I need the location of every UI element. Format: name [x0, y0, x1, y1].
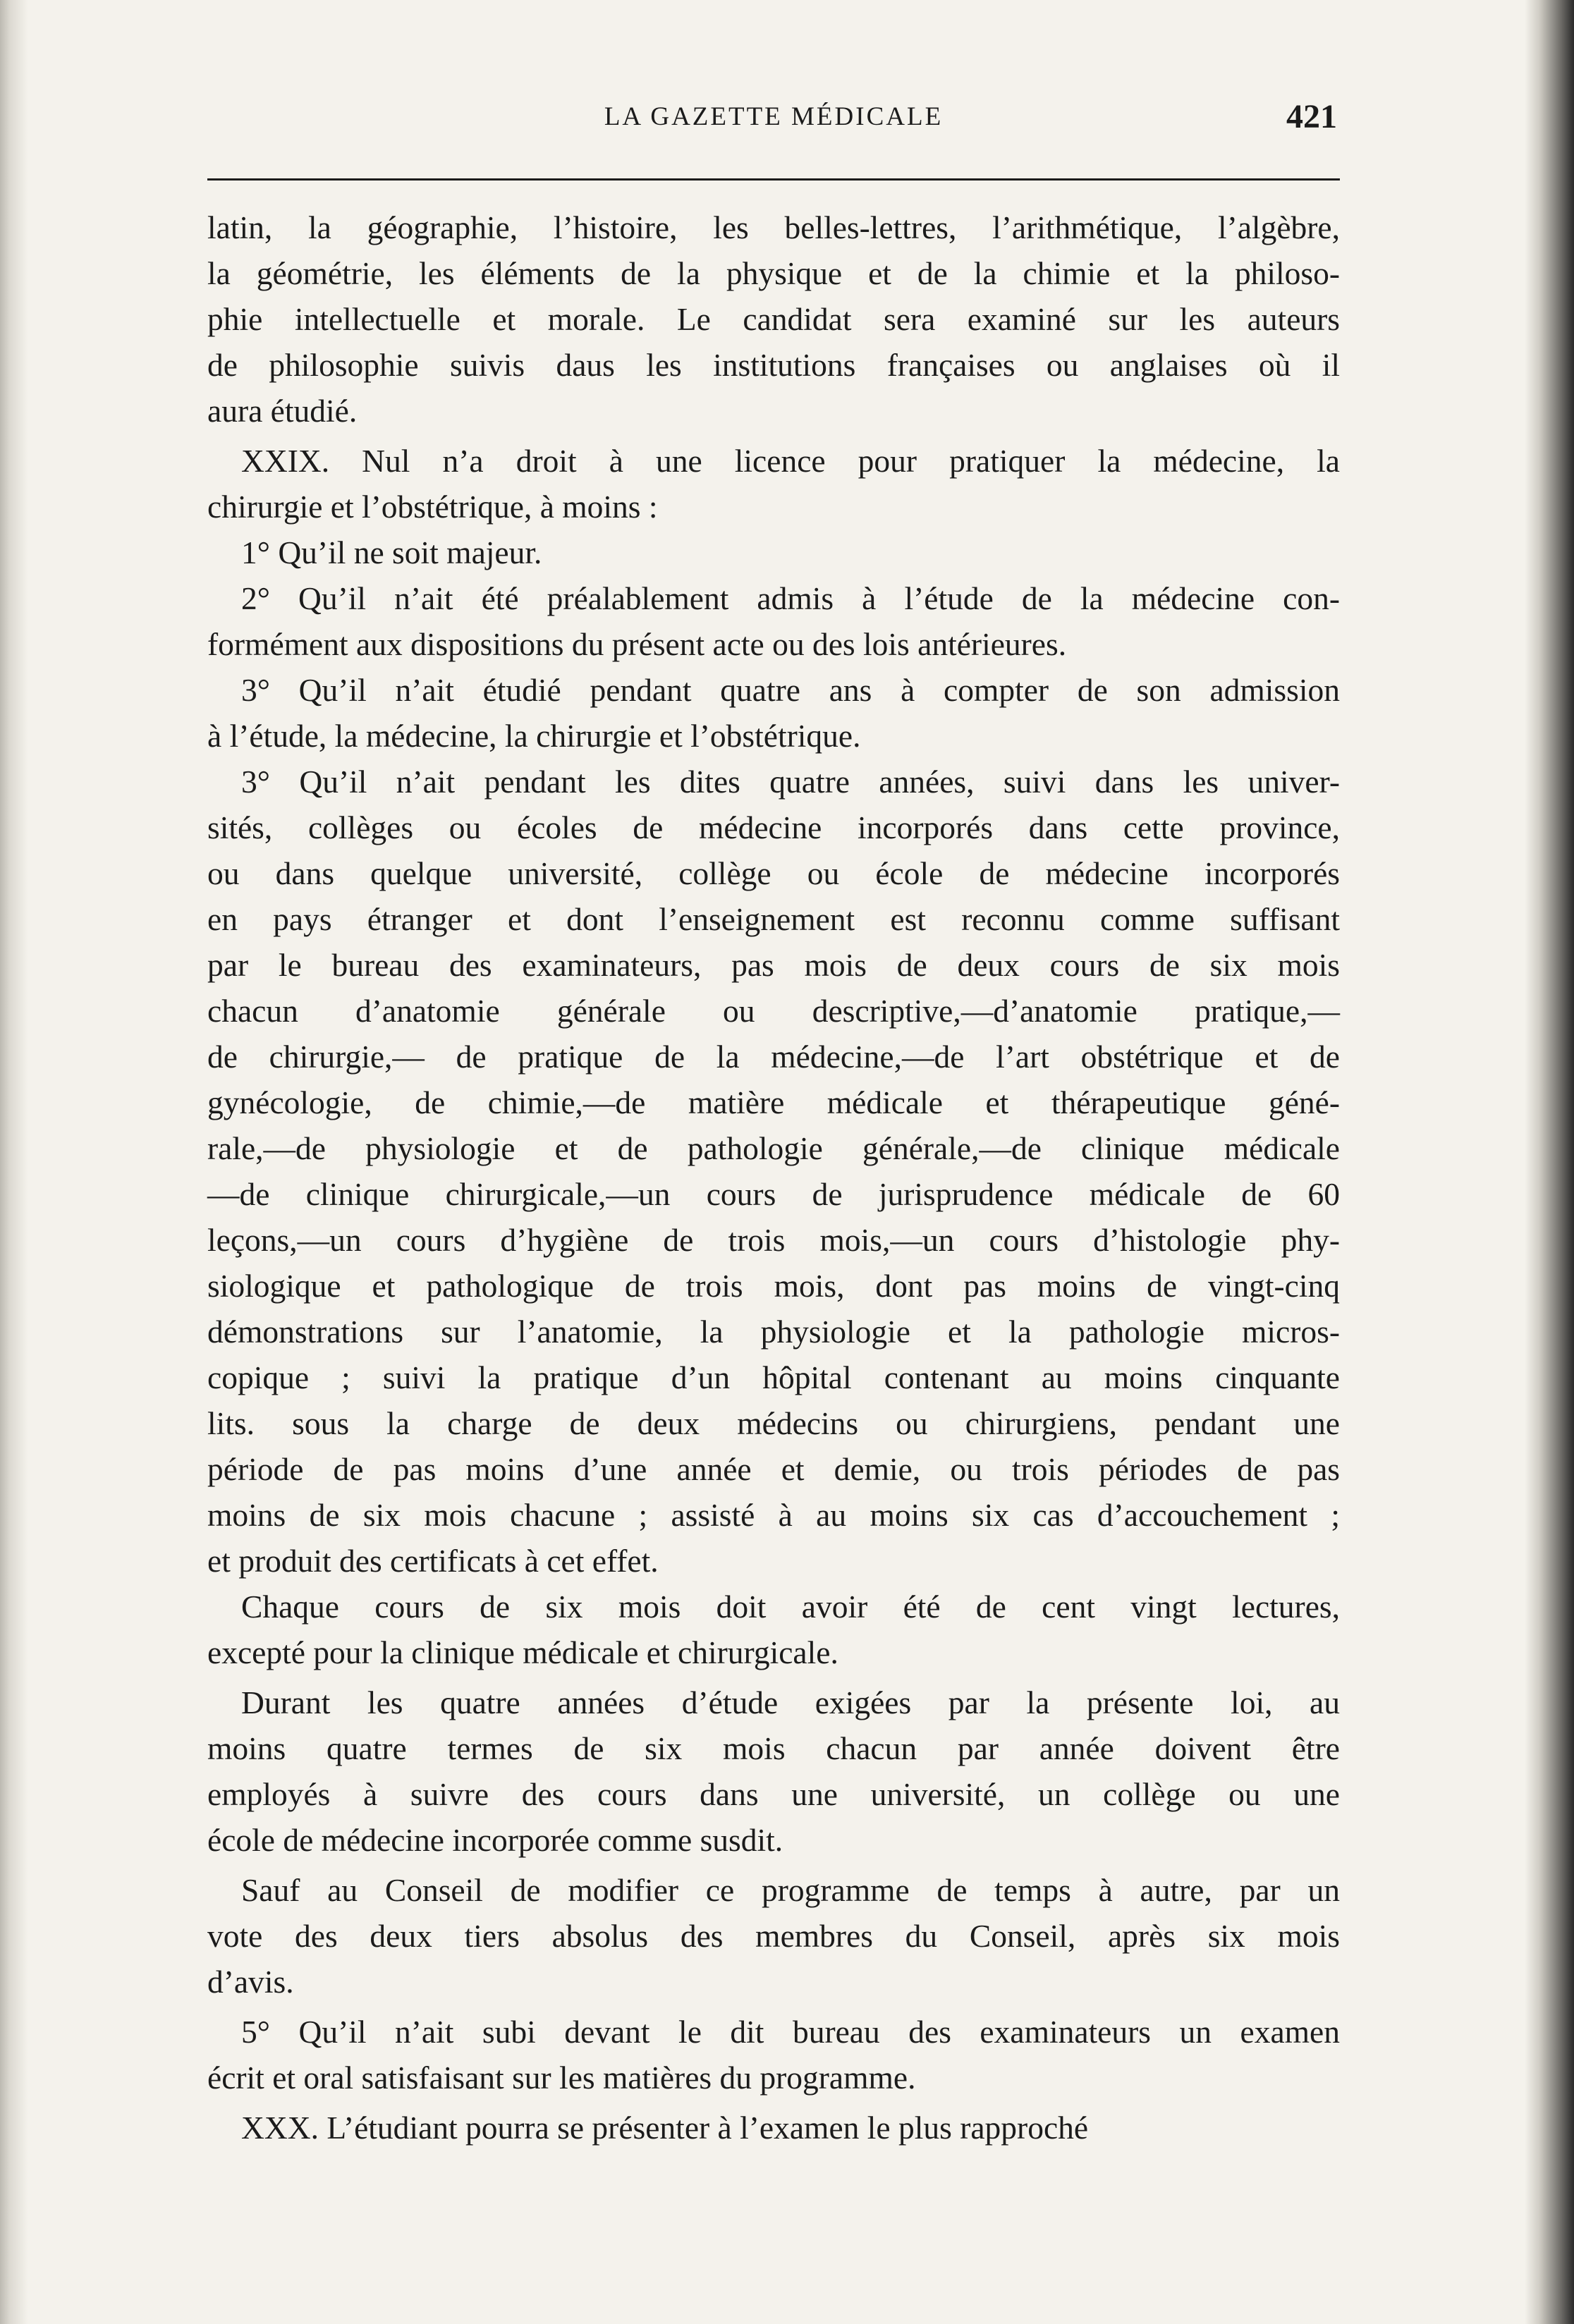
- text-line: excepté pour la clinique médicale et chirurgicale.: [207, 1634, 838, 1670]
- page-left-edge-shadow: [0, 0, 28, 2324]
- text-line: d’avis.: [207, 1964, 294, 2000]
- paragraph: [207, 575, 1340, 667]
- text-line: phie intellectuelle et morale. Le candidat sera examiné sur les auteurs: [207, 301, 1340, 337]
- text-line: chirurgie et l’obstétrique, à moins :: [207, 489, 658, 525]
- text-line: latin, la géographie, l’histoire, les belles-lettres, l’arithmétique, l’algèbre,: [207, 209, 1340, 245]
- text-line: lits. sous la charge de deux médecins ou chirurgiens, pendant une: [207, 1405, 1340, 1441]
- text-line: démonstrations sur l’anatomie, la physiologie et la pathologie micros-: [207, 1314, 1340, 1350]
- text-line: école de médecine incorporée comme susdit.: [207, 1822, 783, 1858]
- paragraph: [207, 2009, 1340, 2100]
- text-line: rale,—de physiologie et de pathologie générale,—de clinique médicale: [207, 1130, 1340, 1166]
- text-line: période de pas moins d’une année et demie, ou trois périodes de pas: [207, 1451, 1340, 1487]
- text-line: XXX. L’étudiant pourra se présenter à l’examen le plus rapproché: [241, 2110, 1089, 2146]
- header-rule: [207, 178, 1340, 181]
- text-body: [207, 204, 1340, 2151]
- text-line: 3° Qu’il n’ait pendant les dites quatre années, suivi dans les univer-: [241, 764, 1340, 800]
- paragraph: [207, 759, 1340, 1584]
- page-number: 421: [1286, 98, 1337, 135]
- paragraph: [207, 204, 1340, 434]
- text-line: 3° Qu’il n’ait étudié pendant quatre ans à compter de son admission: [241, 672, 1340, 708]
- text-line: moins de six mois chacune ; assisté à au moins six cas d’accouchement ;: [207, 1497, 1340, 1533]
- text-line: Chaque cours de six mois doit avoir été de cent vingt lectures,: [241, 1589, 1340, 1625]
- text-line: par le bureau des examinateurs, pas mois de deux cours de six mois: [207, 947, 1340, 983]
- text-line: Durant les quatre années d’étude exigées par la présente loi, au: [241, 1684, 1340, 1720]
- text-line: formément aux dispositions du présent acte ou des lois antérieures.: [207, 626, 1067, 662]
- book-spine-shadow: [1525, 0, 1574, 2324]
- paragraph: [207, 667, 1340, 759]
- text-line: moins quatre termes de six mois chacun par année doivent être: [207, 1730, 1340, 1766]
- text-line: —de clinique chirurgicale,—un cours de jurisprudence médicale de 60: [207, 1176, 1340, 1212]
- text-line: écrit et oral satisfaisant sur les matières du programme.: [207, 2060, 916, 2096]
- text-line: gynécologie, de chimie,—de matière médicale et thérapeutique géné-: [207, 1084, 1340, 1120]
- text-line: 1° Qu’il ne soit majeur.: [241, 534, 542, 570]
- text-line: la géométrie, les éléments de la physique et de la chimie et la philoso-: [207, 255, 1340, 291]
- paragraph: [207, 1680, 1340, 1863]
- text-line: employés à suivre des cours dans une université, un collège ou une: [207, 1776, 1340, 1812]
- text-line: chacun d’anatomie générale ou descriptive,—d’anatomie pratique,—: [207, 993, 1340, 1029]
- paragraph: [207, 438, 1340, 530]
- text-line: 5° Qu’il n’ait subi devant le dit bureau des examinateurs un examen: [241, 2014, 1340, 2050]
- text-line: de chirurgie,— de pratique de la médecine,—de l’art obstétrique et de: [207, 1039, 1340, 1075]
- text-line: à l’étude, la médecine, la chirurgie et l’obstétrique.: [207, 718, 861, 754]
- paragraph: [207, 530, 1340, 575]
- text-line: vote des deux tiers absolus des membres du Conseil, après six mois: [207, 1918, 1340, 1954]
- text-line: sités, collèges ou écoles de médecine incorporés dans cette province,: [207, 809, 1340, 845]
- text-line: et produit des certificats à cet effet.: [207, 1543, 659, 1579]
- text-line: leçons,—un cours d’hygiène de trois mois,—un cours d’histologie phy-: [207, 1222, 1340, 1258]
- running-head: LA GAZETTE MÉDICALE: [604, 102, 944, 131]
- paragraph: [207, 2105, 1340, 2151]
- text-line: Sauf au Conseil de modifier ce programme de temps à autre, par un: [241, 1872, 1340, 1908]
- paragraph: [207, 1867, 1340, 2005]
- text-line: siologique et pathologique de trois mois, dont pas moins de vingt-cinq: [207, 1268, 1340, 1304]
- text-line: 2° Qu’il n’ait été préalablement admis à l’étude de la médecine con-: [241, 580, 1340, 616]
- text-line: copique ; suivi la pratique d’un hôpital contenant au moins cinquante: [207, 1359, 1340, 1395]
- text-line: en pays étranger et dont l’enseignement est reconnu comme suffisant: [207, 901, 1340, 937]
- text-line: de philosophie suivis daus les institutions françaises ou anglaises où il: [207, 347, 1340, 383]
- paragraph: [207, 1584, 1340, 1675]
- text-line: aura étudié.: [207, 393, 358, 429]
- page-header: [207, 97, 1340, 147]
- text-line: ou dans quelque université, collège ou école de médecine incorporés: [207, 855, 1340, 891]
- text-line: XXIX. Nul n’a droit à une licence pour pratiquer la médecine, la: [241, 443, 1340, 479]
